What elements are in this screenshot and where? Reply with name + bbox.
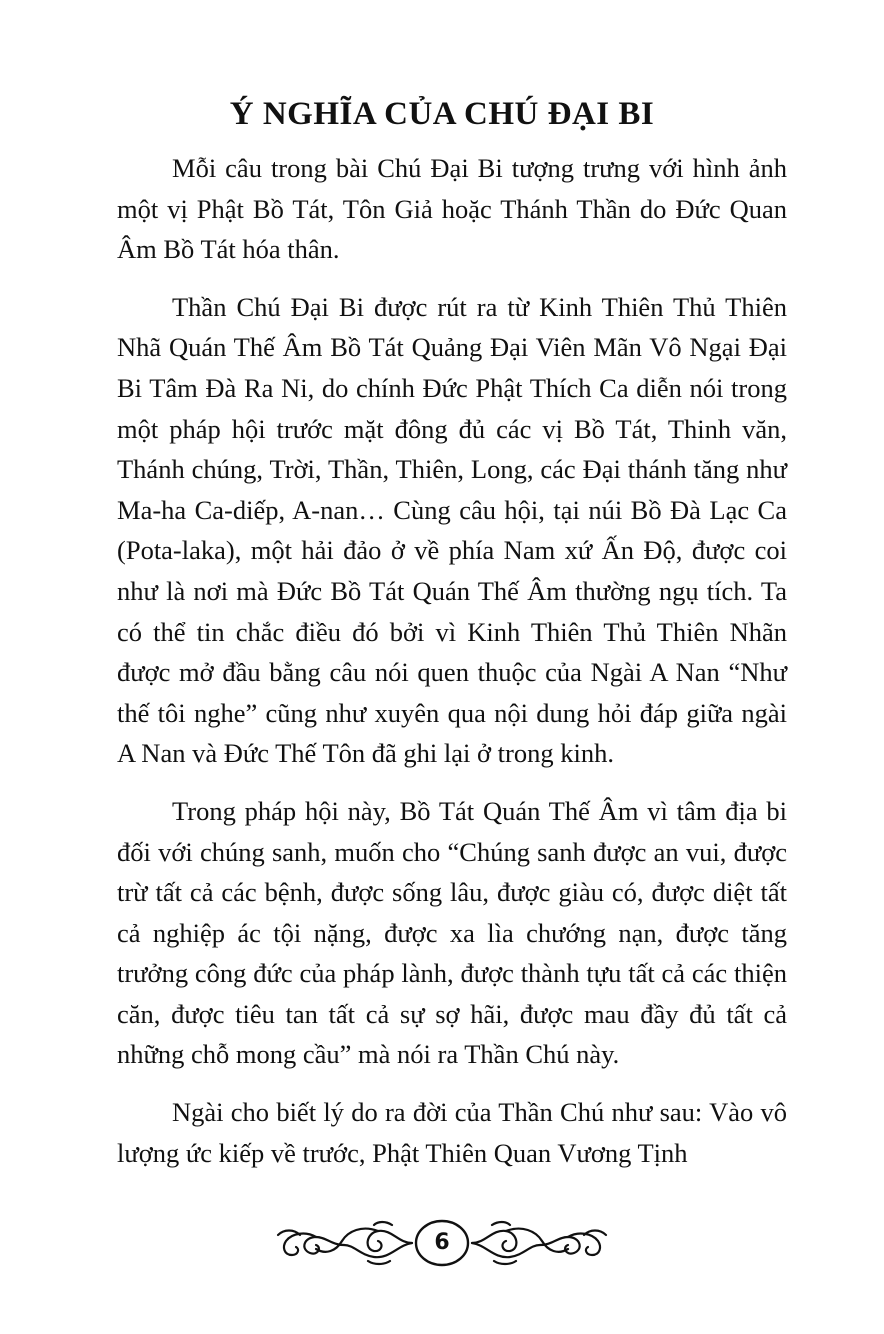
body-text bbox=[117, 148, 787, 1190]
page-footer bbox=[270, 1215, 614, 1271]
paragraph: Ngài cho biết lý do ra đời của Thần Chú như sau: Vào vô lượng ức kiếp về trước, Phật Thiên Quan Vương Tịnh bbox=[117, 1097, 787, 1168]
paragraph: Thần Chú Đại Bi được rút ra từ Kinh Thiên Thủ Thiên Nhã Quán Thế Âm Bồ Tát Quảng Đại Viên Mãn Vô Ngại Đại Bi Tâm Đà Ra Ni, do chính Đức Phật Thích Ca diễn nói trong một pháp hội trước mặt đông đủ các vị Bồ Tát, Thinh văn, Thánh chúng, Trời, Thần, Thiên, Long, các Đại thánh tăng như Ma-ha Ca-diếp, A-nan… Cùng câu hội, tại núi Bồ Đà Lạc Ca (Pota-laka), một hải đảo ở về phía Nam xứ Ấn Độ, được coi như là nơi mà Đức Bồ Tát Quán Thế Âm thường ngụ tích. Ta có thể tin chắc điều đó bởi vì Kinh Thiên Thủ Thiên Nhãn được mở đầu bằng câu nói quen thuộc của Ngài A Nan “Như thế tôi nghe” cũng như xuyên qua nội dung hỏi đáp giữa ngài A Nan và Đức Thế Tôn đã ghi lại ở trong kinh. bbox=[117, 291, 787, 769]
paragraph: Trong pháp hội này, Bồ Tát Quán Thế Âm vì tâm địa bi đối với chúng sanh, muốn cho “Chúng sanh được an vui, được trừ tất cả các bệnh, được sống lâu, được giàu có, được diệt tất cả nghiệp ác tội nặng, được xa lìa chướng nạn, được tăng trưởng công đức của pháp lành, được thành tựu tất cả các thiện căn, được tiêu tan tất cả sự sợ hãi, được mau đầy đủ tất cả những chỗ mong cầu” mà nói ra Thần Chú này. bbox=[117, 795, 787, 1070]
paragraph: Mỗi câu trong bài Chú Đại Bi tượng trưng với hình ảnh một vị Phật Bồ Tát, Tôn Giả hoặc Thánh Thần do Đức Quan Âm Bồ Tát hóa thân. bbox=[117, 153, 787, 265]
page-title: Ý NGHĨA CỦA CHÚ ĐẠI BI bbox=[229, 96, 655, 132]
page-number: 6 bbox=[434, 1230, 450, 1255]
